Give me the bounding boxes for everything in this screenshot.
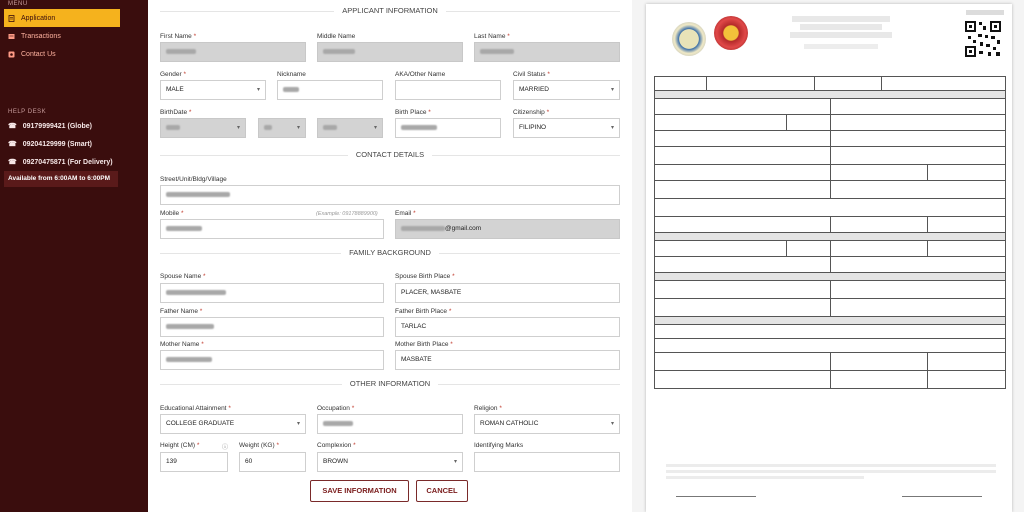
mobile-hint: (Example: 09178889900): [316, 211, 378, 217]
mother-birth-place-label: Mother Birth Place *: [395, 341, 453, 348]
nickname-field[interactable]: [277, 80, 383, 100]
father-name-label: Father Name *: [160, 308, 203, 315]
education-label: Educational Attainment *: [160, 405, 231, 412]
qr-code-icon: [964, 20, 1002, 58]
sidebar-item-label: Transactions: [21, 32, 61, 40]
middle-name-label: Middle Name: [317, 33, 356, 40]
phone-icon: ☎: [8, 159, 17, 166]
birth-place-field[interactable]: [395, 118, 501, 138]
sidebar-item-application[interactable]: [4, 9, 120, 27]
mobile-field[interactable]: [160, 219, 384, 239]
chevron-down-icon: ▾: [373, 125, 377, 131]
doj-seal-icon: [672, 22, 706, 56]
phone-icon: [8, 51, 15, 58]
email-label: Email *: [395, 210, 416, 217]
section-title-contact: CONTACT DETAILS: [160, 150, 620, 160]
mobile-label: Mobile *: [160, 210, 184, 217]
section-title-other: OTHER INFORMATION: [160, 379, 620, 389]
citizenship-label: Citizenship *: [513, 109, 550, 116]
birth-year-select[interactable]: [317, 118, 383, 138]
occupation-field[interactable]: [317, 414, 463, 434]
cancel-button[interactable]: CANCEL: [416, 480, 468, 502]
identifying-marks-field[interactable]: [474, 452, 620, 472]
last-name-field[interactable]: [474, 42, 620, 62]
religion-label: Religion *: [474, 405, 502, 412]
help-desk-header: HELP DESK: [8, 109, 47, 115]
spouse-birth-place-field[interactable]: PLACER, MASBATE: [395, 283, 620, 303]
height-field[interactable]: 139: [160, 452, 228, 472]
weight-label: Weight (KG) *: [239, 442, 279, 449]
menu-header: MENU: [8, 1, 28, 7]
chevron-down-icon: ▾: [256, 87, 260, 93]
street-label: Street/Unit/Bldg/Village: [160, 176, 227, 183]
aka-field[interactable]: [395, 80, 501, 100]
chevron-down-icon: ▾: [296, 125, 300, 131]
mother-name-field[interactable]: [160, 350, 384, 370]
help-circle-icon[interactable]: ⓘ: [222, 445, 229, 451]
save-information-button[interactable]: SAVE INFORMATION: [310, 480, 409, 502]
list-icon: [8, 33, 15, 40]
first-name-label: First Name *: [160, 33, 197, 40]
sidebar-item-contact-us[interactable]: [4, 45, 148, 63]
street-field[interactable]: [160, 185, 620, 205]
father-name-field[interactable]: [160, 317, 384, 337]
gender-label: Gender *: [160, 71, 187, 78]
help-line-globe: ☎ 09179999421 (Globe): [8, 122, 92, 130]
phone-icon: ☎: [8, 123, 17, 130]
aka-label: AKA/Other Name: [395, 71, 446, 78]
sidebar-item-label: Application: [21, 14, 56, 22]
father-birth-place-label: Father Birth Place *: [395, 308, 452, 315]
certification-text: [666, 464, 996, 479]
complexion-label: Complexion *: [317, 442, 356, 449]
civil-status-label: Civil Status *: [513, 71, 550, 78]
father-birth-place-field[interactable]: TARLAC: [395, 317, 620, 337]
birth-day-select[interactable]: [258, 118, 306, 138]
application-form: [148, 0, 632, 512]
section-title-applicant: APPLICANT INFORMATION: [160, 6, 620, 16]
clearance-preview: [632, 0, 1024, 512]
spouse-name-field[interactable]: [160, 283, 384, 303]
email-field[interactable]: @gmail.com: [395, 219, 620, 239]
document-header: [786, 16, 896, 49]
sidebar: [0, 0, 148, 512]
help-line-smart: ☎ 09204129999 (Smart): [8, 140, 93, 148]
chevron-down-icon: ▾: [453, 459, 457, 465]
religion-select[interactable]: ROMAN CATHOLIC ▾: [474, 414, 620, 434]
birth-month-select[interactable]: [160, 118, 246, 138]
chevron-down-icon: ▾: [236, 125, 240, 131]
clearance-document: [646, 4, 1012, 512]
middle-name-field[interactable]: [317, 42, 463, 62]
civil-status-select[interactable]: MARRIED ▾: [513, 80, 620, 100]
last-name-label: Last Name *: [474, 33, 510, 40]
document-icon: [8, 15, 15, 22]
help-line-delivery: ☎ 09270475871 (For Delivery): [8, 158, 113, 166]
birth-place-label: Birth Place *: [395, 109, 431, 116]
citizenship-select[interactable]: FILIPINO ▾: [513, 118, 620, 138]
complexion-select[interactable]: BROWN ▾: [317, 452, 463, 472]
sidebar-item-transactions[interactable]: [4, 27, 148, 45]
mother-name-label: Mother Name *: [160, 341, 204, 348]
chevron-down-icon: ▾: [610, 87, 614, 93]
height-label: Height (CM) *: [160, 442, 200, 449]
occupation-label: Occupation *: [317, 405, 355, 412]
clearance-table: [654, 76, 1006, 389]
chevron-down-icon: ▾: [610, 125, 614, 131]
chevron-down-icon: ▾: [610, 421, 614, 427]
weight-field[interactable]: 60: [239, 452, 306, 472]
signature-line-date: [676, 496, 756, 499]
birthdate-label: BirthDate *: [160, 109, 192, 116]
gender-select[interactable]: MALE ▾: [160, 80, 266, 100]
chevron-down-icon: ▾: [296, 421, 300, 427]
spouse-birth-place-label: Spouse Birth Place *: [395, 273, 455, 280]
education-select[interactable]: COLLEGE GRADUATE ▾: [160, 414, 306, 434]
mother-birth-place-field[interactable]: MASBATE: [395, 350, 620, 370]
identifying-marks-label: Identifying Marks: [474, 442, 524, 449]
signature-line-applicant: [902, 496, 982, 499]
availability-banner: Available from 6:00AM to 6:00PM: [4, 171, 118, 187]
phone-icon: ☎: [8, 141, 17, 148]
first-name-field[interactable]: [160, 42, 306, 62]
section-title-family: FAMILY BACKGROUND: [160, 248, 620, 258]
spouse-name-label: Spouse Name *: [160, 273, 206, 280]
sidebar-item-label: Contact Us: [21, 50, 56, 58]
nbi-seal-icon: [714, 16, 748, 50]
nickname-label: Nickname: [277, 71, 306, 78]
document-serial: [966, 10, 1004, 15]
